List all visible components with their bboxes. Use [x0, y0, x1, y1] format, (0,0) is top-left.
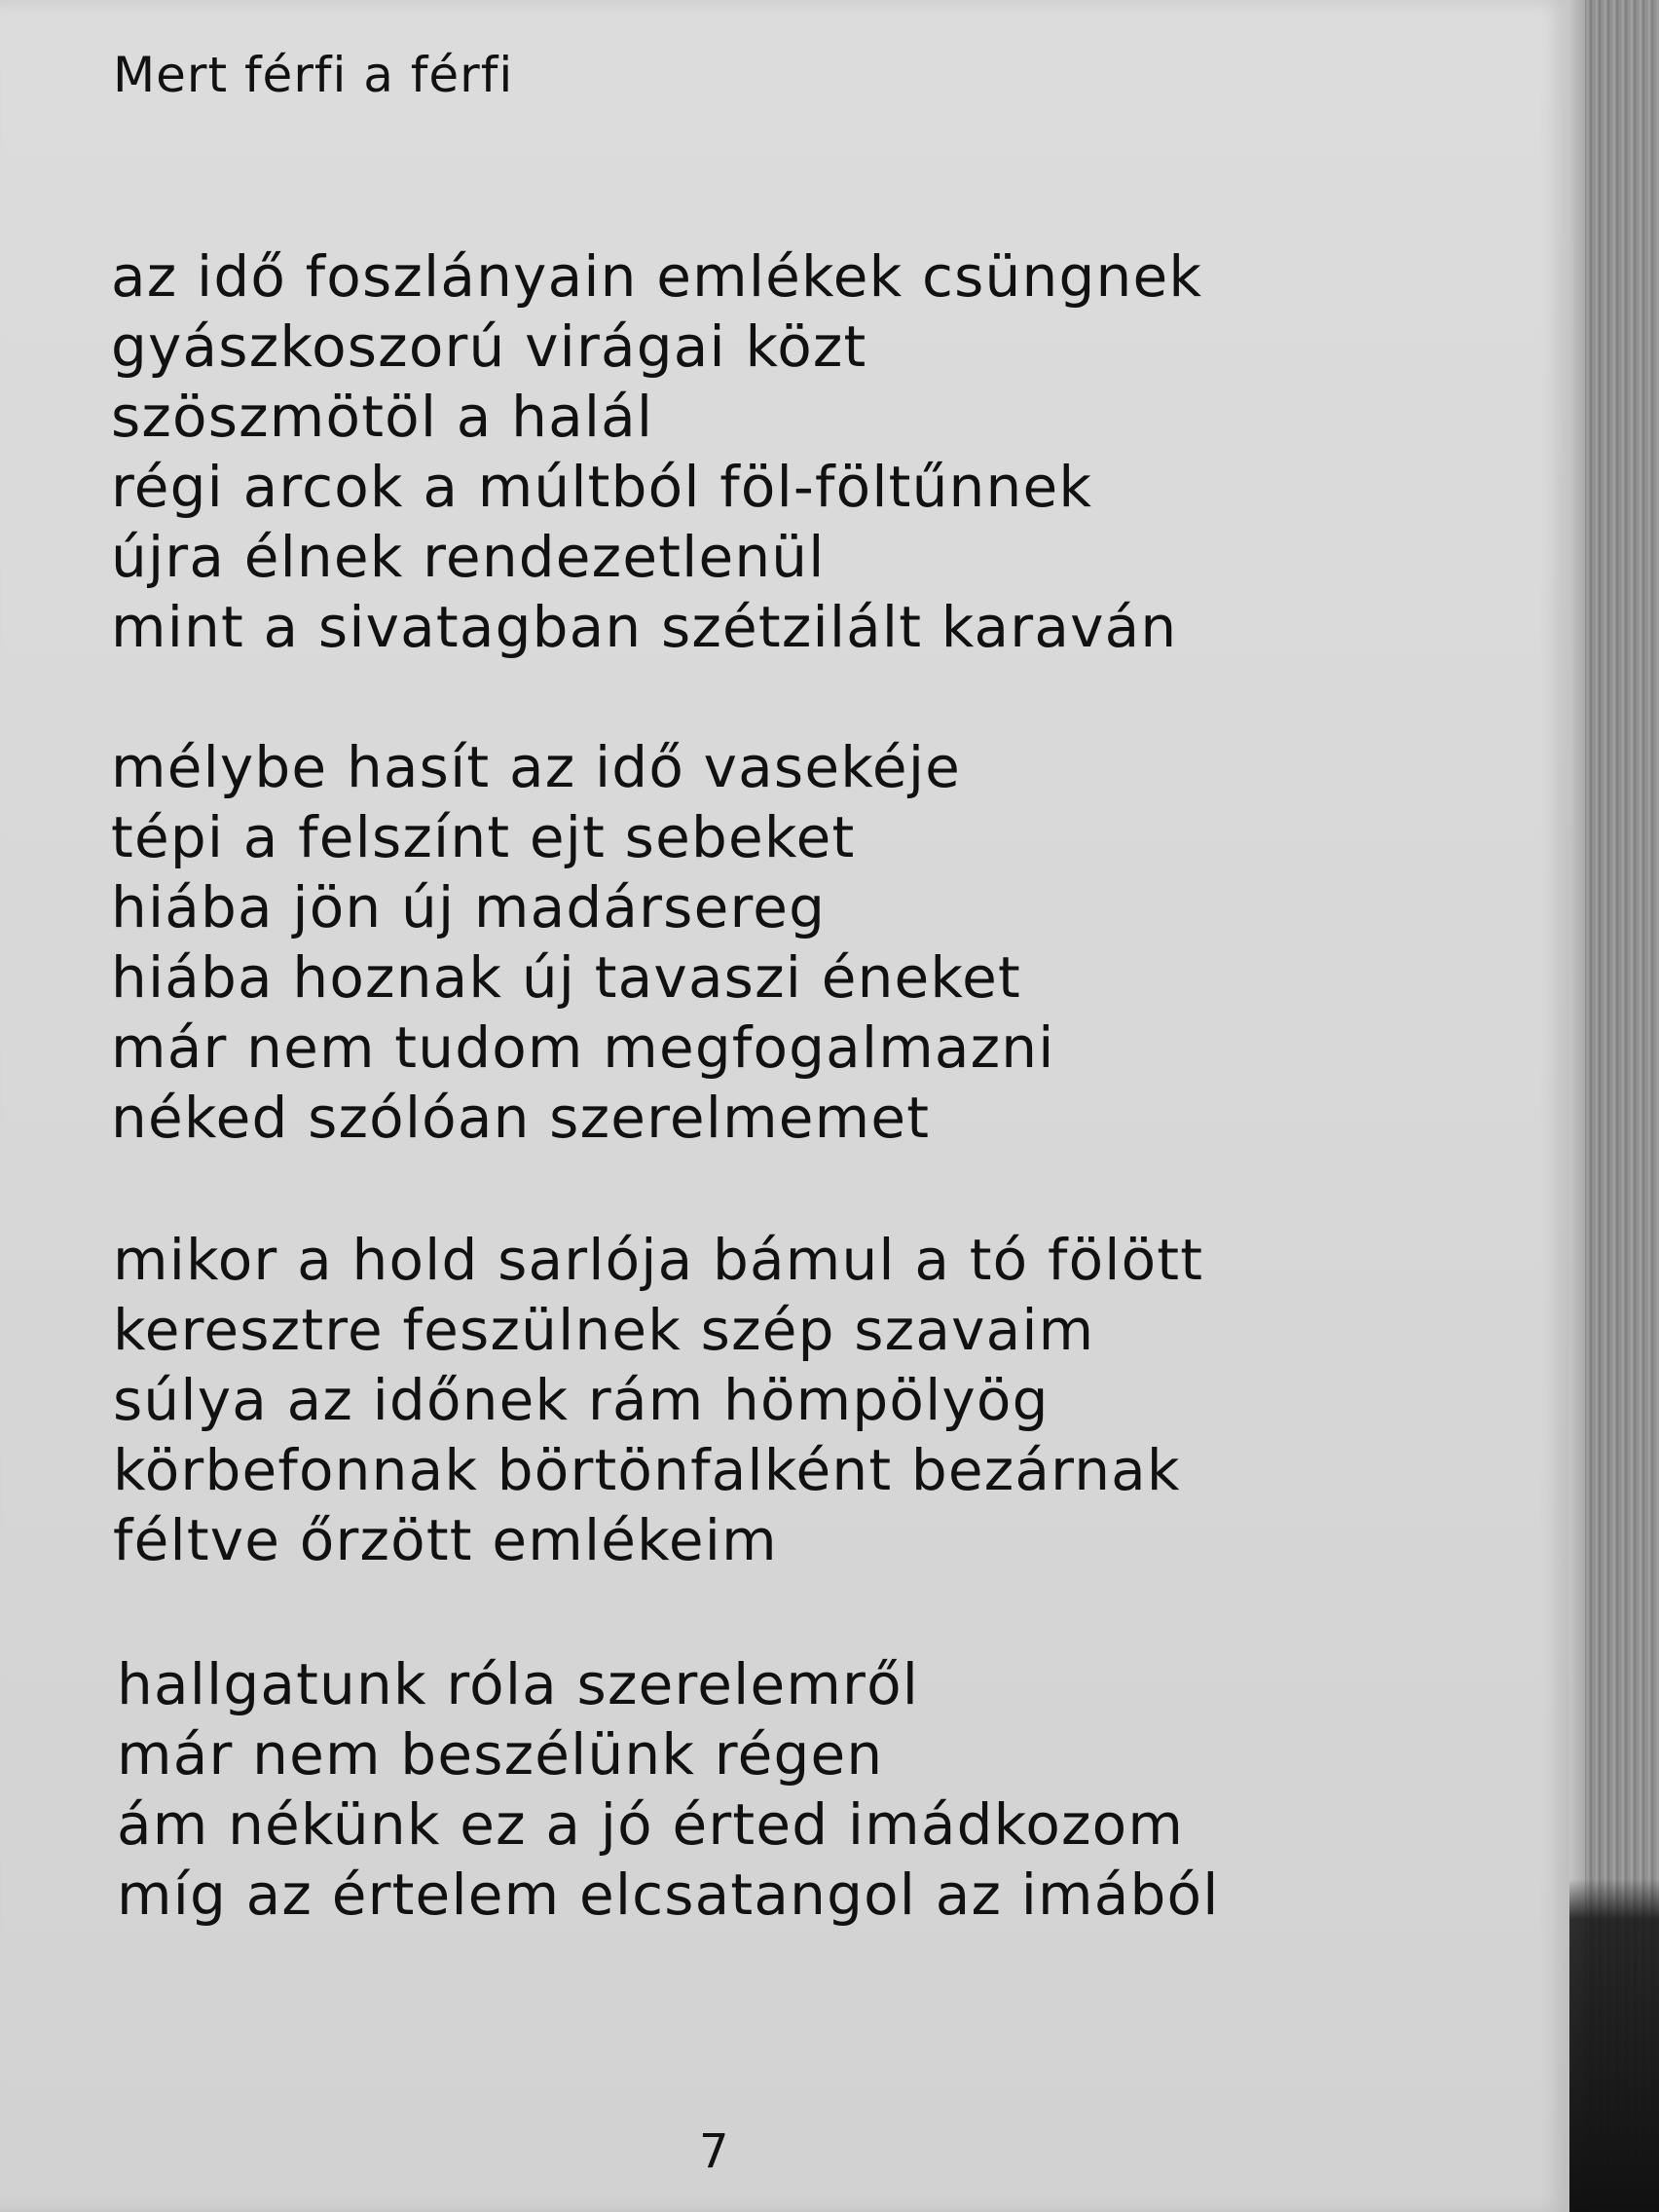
poem-line: mint a sivatagban szétzilált karaván	[111, 594, 1178, 660]
poem-line: az idő foszlányain emlékek csüngnek	[111, 243, 1203, 310]
poem-line: tépi a felszínt ejt sebeket	[111, 804, 856, 870]
poem-line: már nem beszélünk régen	[117, 1721, 884, 1788]
poem-line: már nem tudom megfogalmazni	[111, 1014, 1055, 1081]
poem-line: körbefonnak börtönfalként bezárnak	[113, 1437, 1181, 1503]
stanza-4	[117, 1649, 1220, 1930]
stanza-1	[111, 241, 1202, 662]
poem-line: mikor a hold sarlója bámul a tó fölött	[113, 1227, 1204, 1293]
poem-line: hallgatunk róla szerelemről	[117, 1651, 920, 1717]
poem-line: súlya az időnek rám hömpölyög	[113, 1367, 1050, 1433]
poem-title: Mert férfi a férfi	[113, 47, 514, 103]
poem-line: néked szólóan szerelmemet	[111, 1085, 931, 1151]
book-side-shadow	[1569, 1879, 1659, 2212]
poem-line: hiába hoznak új tavaszi éneket	[111, 944, 1021, 1011]
poem-line: újra élnek rendezetlenül	[111, 524, 826, 590]
page-number: 7	[699, 2124, 729, 2179]
poem-line: ám nékünk ez a jó érted imádkozom	[117, 1791, 1185, 1858]
stanza-3	[113, 1225, 1203, 1575]
poem-line: régi arcok a múltból föl-föltűnnek	[111, 454, 1093, 520]
poem-line: gyászkoszorú virágai közt	[111, 313, 867, 380]
poem-line: míg az értelem elcsatangol az imából	[117, 1862, 1220, 1928]
stanza-2	[111, 732, 1055, 1153]
poem-line: szöszmötöl a halál	[111, 384, 654, 450]
poem-line: hiába jön új madársereg	[111, 874, 827, 940]
poem-line: mélybe hasít az idő vasekéje	[111, 734, 962, 800]
poem-line: keresztre feszülnek szép szavaim	[113, 1297, 1095, 1363]
poem-line: féltve őrzött emlékeim	[113, 1507, 778, 1573]
